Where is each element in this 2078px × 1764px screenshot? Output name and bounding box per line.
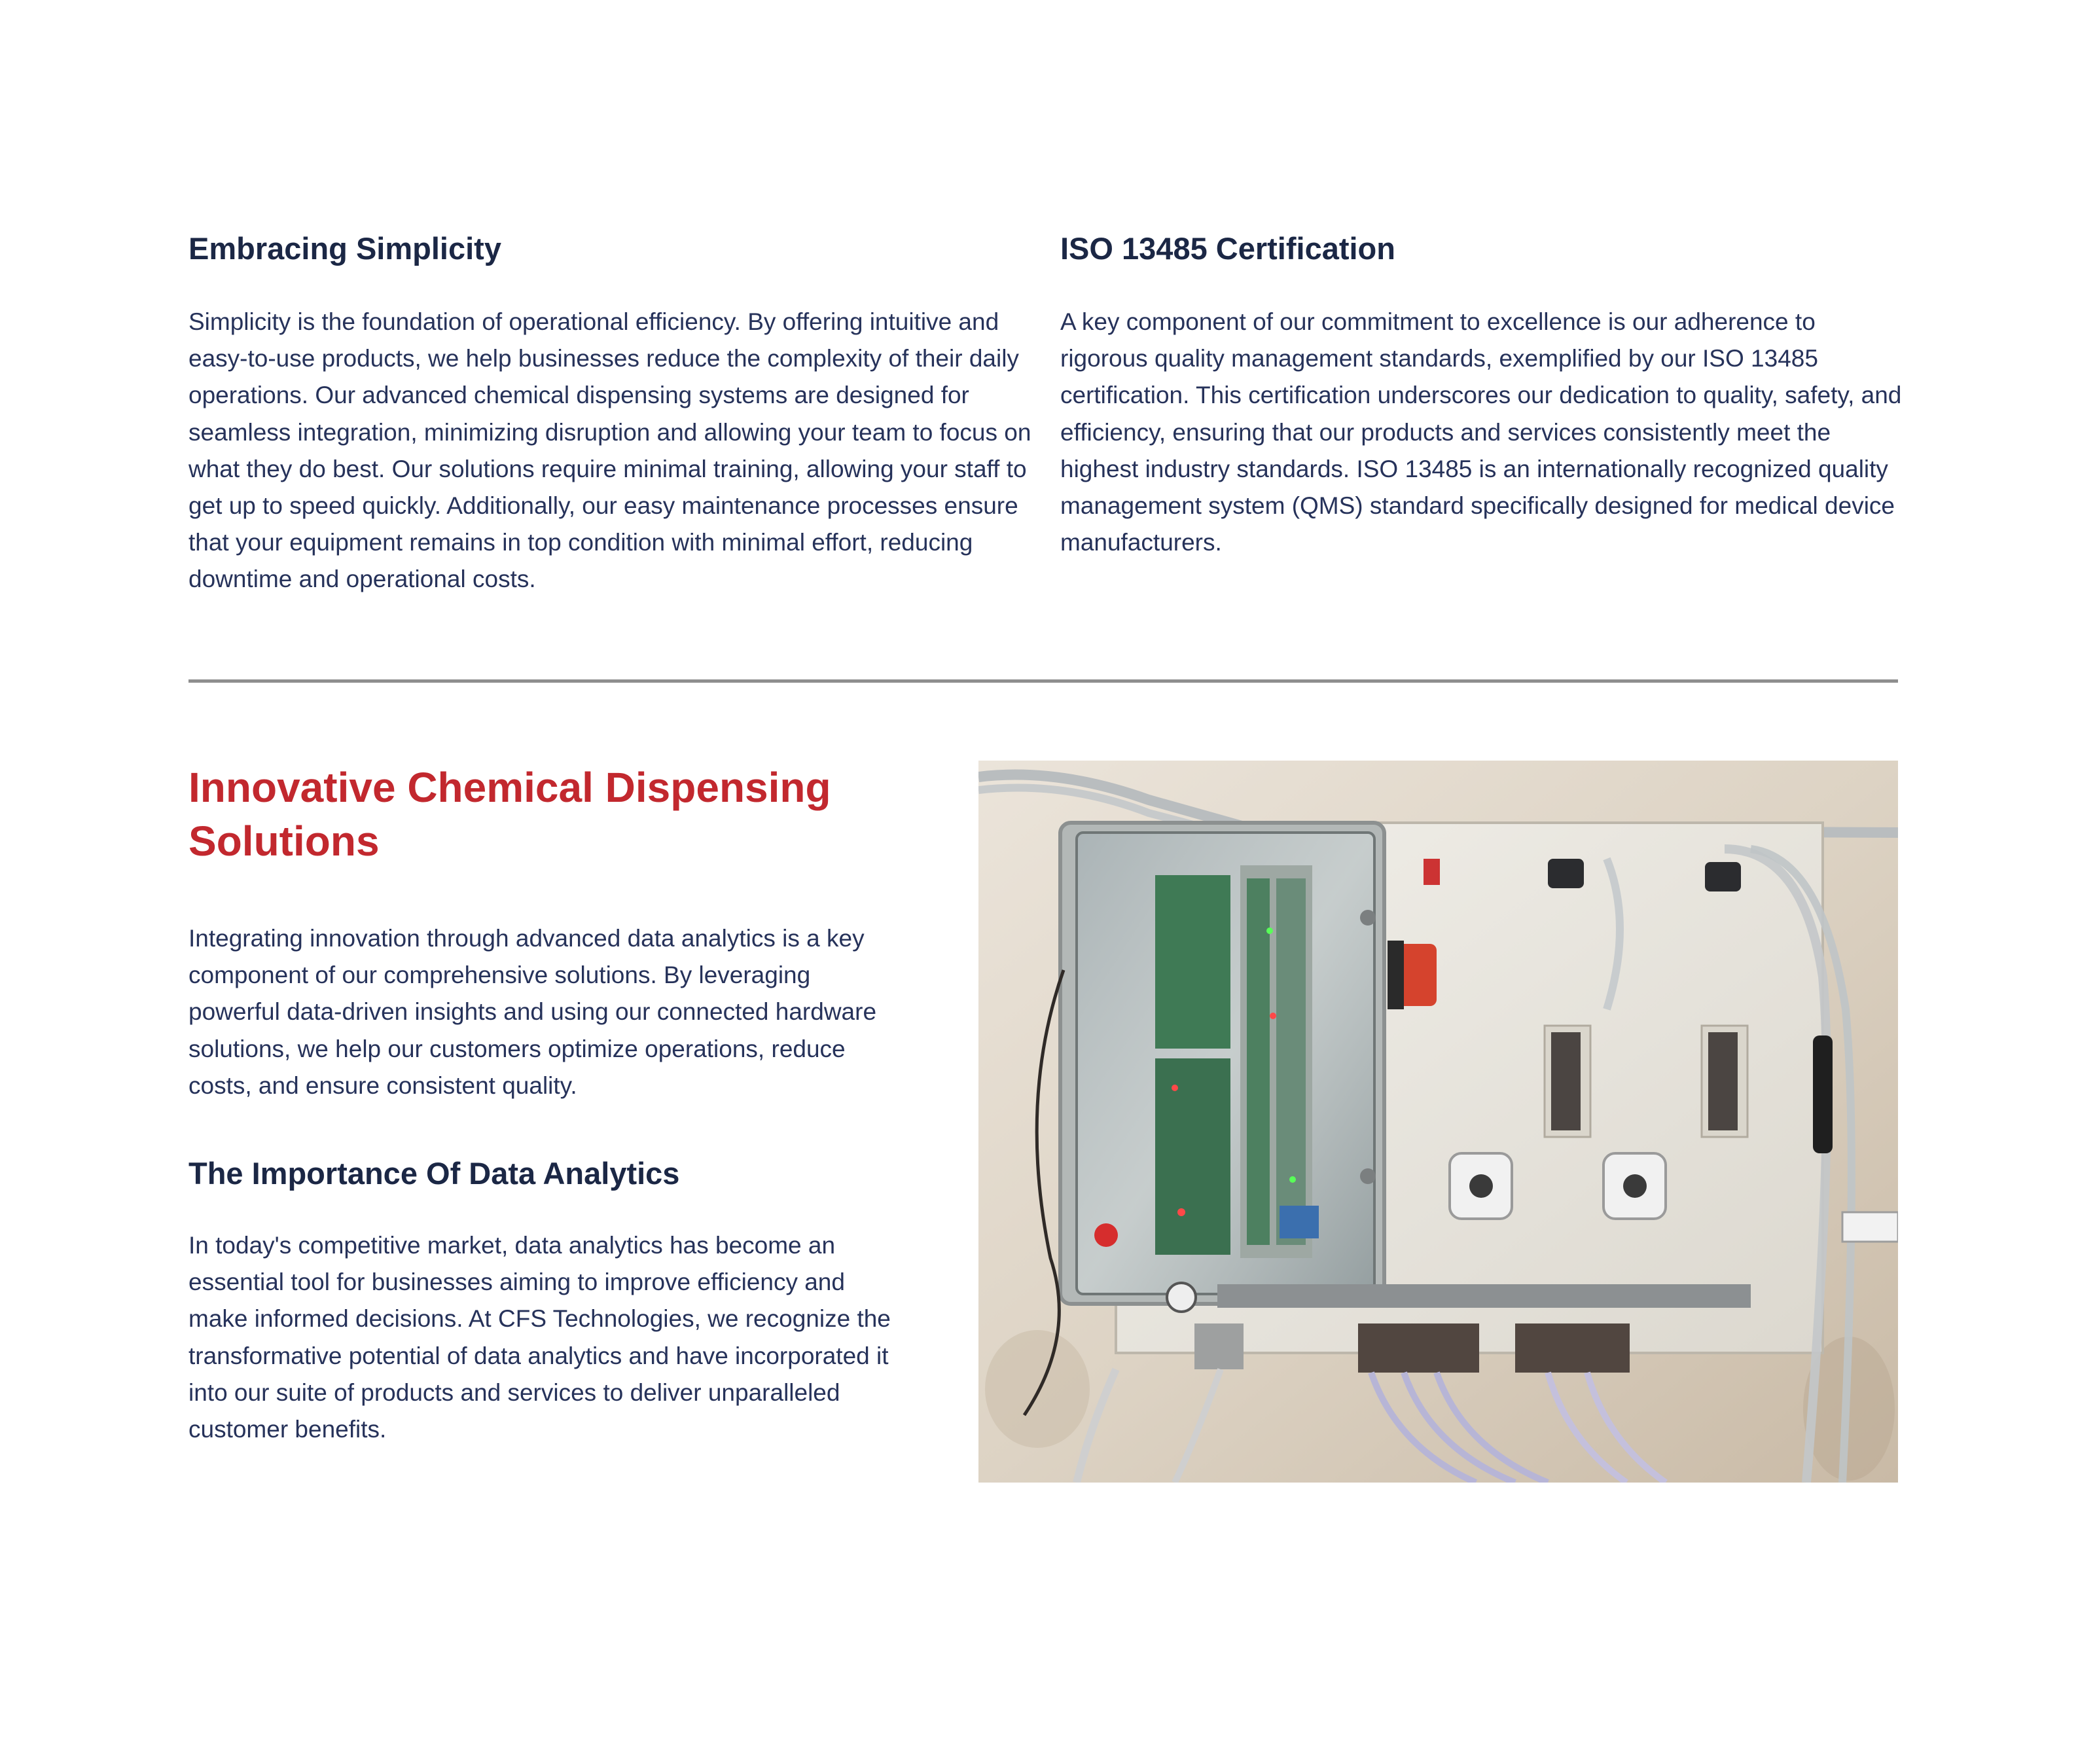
simplicity-section bbox=[188, 229, 1033, 598]
iso-body: A key component of our commitment to excellence is our adherence to rigorous quality management standards, exemplified by our ISO 13485 certification. This certification underscores our dedication to quality, safety, and efficiency, ensuring that our products and services consistently meet the highest industry standards. ISO 13485 is an internationally recognized quality management system (QMS) standard specifically designed for medical device manufacturers. bbox=[1060, 308, 1902, 556]
data-analytics-heading: The Importance Of Data Analytics bbox=[188, 1156, 680, 1191]
simplicity-body: Simplicity is the foundation of operational efficiency. By offering intuitive and easy-to-use products, we help businesses reduce the complexity of their daily operations. Our advanced chemical dispensing systems are designed for seamless integration, minimizing disruption and allowing your team to focus on what they do best. Our solutions require minimal training, allowing your staff to get up to speed quickly. Additionally, our easy maintenance processes ensure that your equipment remains in top condition with minimal effort, reducing downtime and operational costs. bbox=[188, 308, 1031, 593]
simplicity-heading: Embracing Simplicity bbox=[188, 231, 501, 266]
iso-heading: ISO 13485 Certification bbox=[1060, 231, 1395, 266]
iso-section bbox=[1060, 229, 1905, 561]
dispensing-system-illustration bbox=[978, 761, 1898, 1483]
data-analytics-body: In today's competitive market, data analytics has become an essential tool for businesses aiming to improve efficiency and make informed decisions. At CFS Technologies, we recognize the transformative potential of data analytics and have incorporated it into our suite of products and services to deliver unparalleled customer benefits. bbox=[188, 1232, 891, 1443]
innovative-heading: Innovative Chemical Dispensing Solutions bbox=[188, 764, 831, 865]
section-divider bbox=[188, 679, 1898, 683]
innovative-section bbox=[188, 761, 895, 1481]
innovative-intro: Integrating innovation through advanced data analytics is a key component of our comprehensive solutions. By leveraging powerful data-driven insights and using our connected hardware solutions, we help our customers optimize operations, reduce costs, and ensure consistent quality. bbox=[188, 925, 877, 1099]
dispensing-system-photo bbox=[978, 761, 1898, 1483]
